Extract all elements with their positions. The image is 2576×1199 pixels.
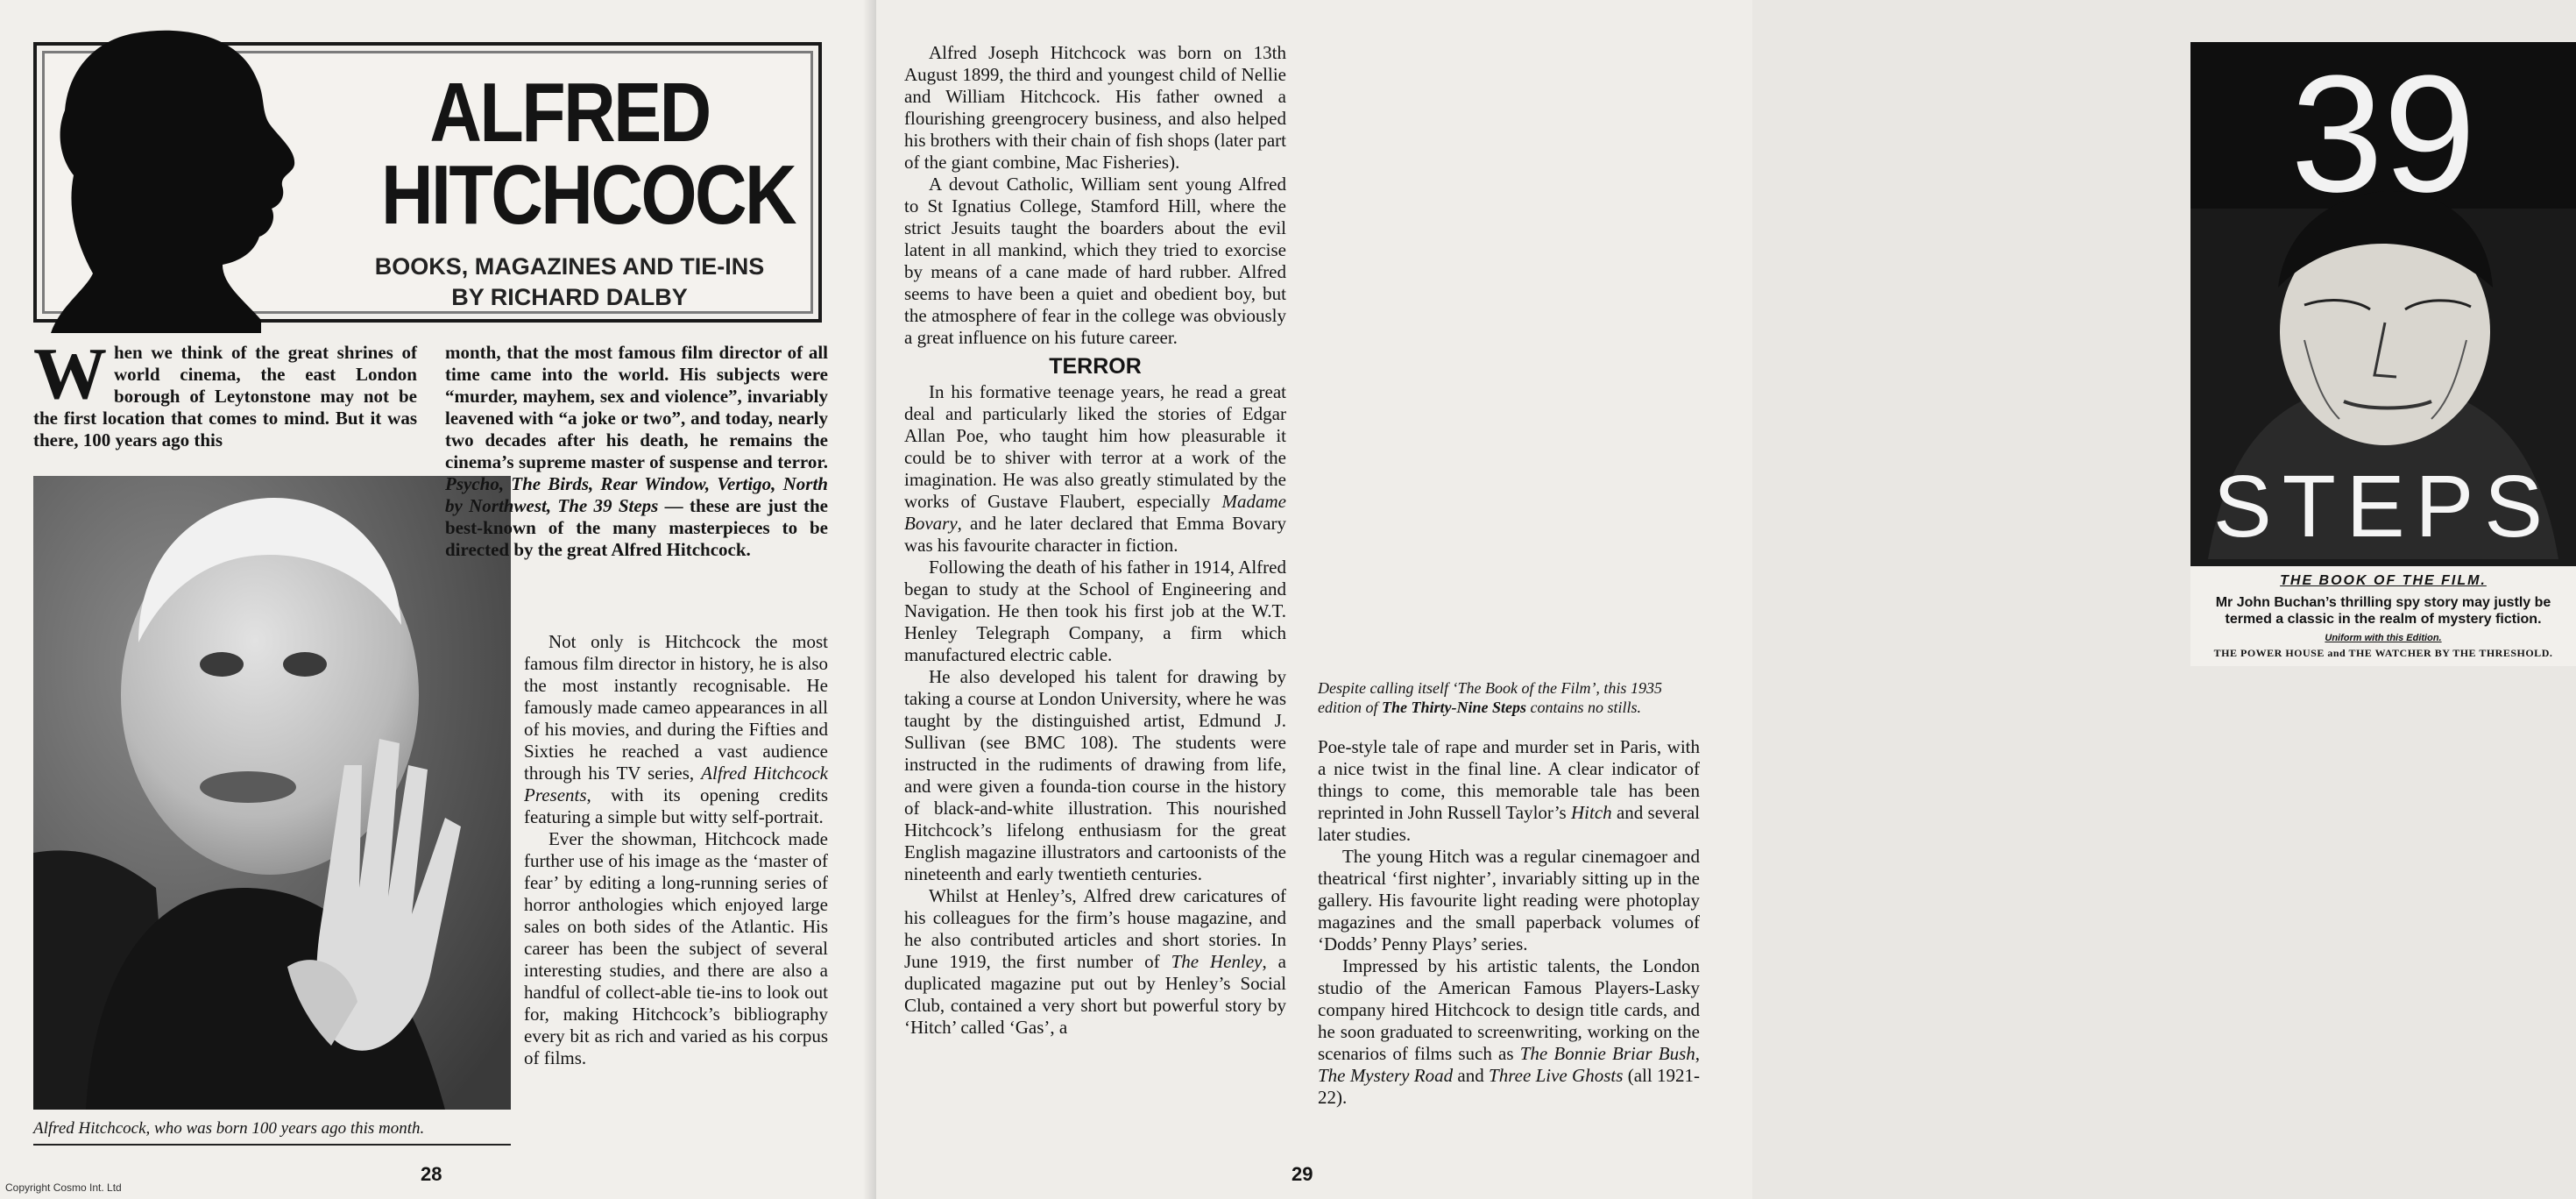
the-henley-title: The Henley [1171, 951, 1263, 972]
page-left [0, 0, 876, 1199]
cover-number: 39 [2290, 41, 2476, 227]
intro-continued-end: — these are just the best-known of the many masterpieces to be directed by the great Alfred Hitchcock. [445, 495, 828, 560]
paragraph-famous-text: Not only is Hitchcock the most famous film director in history, he is also the most instantly recognisable. He famously made cameo appearances in all of his movies, and during the Fifties and Sixties he reached a vast audience through his TV series, [524, 631, 828, 784]
cover-line-2: Mr John Buchan’s thrilling spy story may justly be termed a classic in the realm of mystery fiction. [2215, 595, 2551, 627]
cover-line-1: THE BOOK OF THE FILM. [2280, 573, 2487, 588]
paragraph-showman: Ever the showman, Hitchcock made further use of his image as the ‘master of fear’ by editing a long-running series of horror anthologies which enjoyed large sales on both sides of the Atlantic. His career has been the subject of several interesting studies, and there are also a handful of collect-able tie-ins to look out for, making Hitchcock’s bibliography every bit as rich and varied as his corpus of films. [524, 828, 828, 1068]
article-subtitle [350, 252, 789, 313]
page-right [876, 0, 2553, 1199]
cover-text-band [2190, 566, 2576, 666]
right-col-1 [904, 42, 1286, 1039]
left-col-1 [33, 333, 417, 451]
byline: BY RICHARD DALBY [451, 284, 688, 310]
subtitle-line-1: BOOKS, MAGAZINES AND TIE-INS [374, 253, 765, 280]
hitchcock-silhouette-icon [51, 26, 314, 333]
section-heading-terror: TERROR [1049, 354, 1142, 379]
book-cover-39-steps [2190, 42, 2576, 666]
paragraph-henley-end: , a duplicated magazine put out by Henley’s Social Club, contained a very short but powerful story by ‘Hitch’ called ‘Gas’, a [904, 951, 1287, 1038]
paragraph-henley [904, 885, 1286, 1039]
paragraph-famous-players-text: Impressed by his artistic talents, the London studio of the American Famous Players-Lasky company hired Hitchcock to design title cards, and he soon graduated to screenwriting, working on the scenarios of films such as [1318, 955, 1700, 1064]
copyright-watermark: Copyright Cosmo Int. Ltd [5, 1181, 122, 1194]
title-line-2: HITCHCOCK [381, 148, 796, 242]
intro-continued [445, 342, 828, 561]
intro-text: hen we think of the great shrines of world cinema, the east London borough of Leytonstone may not be the first location that comes to mind. But it was there, 100 years ago this [33, 342, 417, 451]
left-col-2-top [445, 342, 828, 561]
madame-bovary-title: Madame Bovary [904, 491, 1286, 534]
paragraph-famous [524, 631, 828, 828]
film-list: Psycho, The Birds, Rear Window, Vertigo, North by Northwest, The 39 Steps [445, 473, 828, 516]
paragraph-famous-players-end: (all 1921-22). [1318, 1065, 1700, 1108]
page-number-right: 29 [1292, 1163, 1313, 1185]
paragraph-catholic: A devout Catholic, William sent young Alfred to St Ignatius College, Stamford Hill, where the strict Jesuits taught the boarders about the evil latent in all mankind, which they tried to exorcise by means of a cane made of hard rubber. Alfred seems to have been a quiet and obedient boy, but the atmosphere of fear in the college was obviously a great influence on his future career. [904, 174, 1286, 348]
cover-line-4: THE POWER HOUSE and THE WATCHER BY THE THRESHOLD. [2213, 647, 2553, 659]
cover-caption [1318, 678, 1703, 717]
intro-paragraph [33, 333, 417, 451]
paragraph-teenage [904, 381, 1286, 557]
paragraph-henley-text: Whilst at Henley’s, Alfred drew caricatures of his colleagues for the firm’s house magazine, and he also contributed articles and short stories. In June 1919, the first number of [904, 885, 1286, 972]
cover-caption-text: Despite calling itself ‘The Book of the Film’, this 1935 edition of [1318, 679, 1662, 716]
title-line-1: ALFRED [429, 66, 710, 160]
hitchcock-photo [33, 476, 511, 1110]
tv-series-title: Alfred Hitchcock Presents [524, 763, 829, 805]
paragraph-cinemagoer: The young Hitch was a regular cinemagoer and theatrical ‘first nighter’, invariably sitting up in the gallery. His favourite light reading were photoplay magazines and the small paperback volumes of ‘Dodds’ Penny Plays’ series. [1318, 846, 1700, 954]
dropcap-letter: W [33, 333, 107, 415]
conjunction: and [1453, 1065, 1490, 1086]
paragraph-drawing: He also developed his talent for drawing by taking a course at London University, where he was taught by the distinguished artist, Edmund J. Sullivan (see BMC 108). The students were instructed in the rudiments of drawing from life, and were given a founda-tion course in the history of black-and-white illustration. This nourished Hitchcock’s lifelong enthusiasm for the great English magazine illustrators and cartoonists of the nineteenth and early twentieth centuries. [904, 666, 1286, 884]
page-number-left: 28 [421, 1163, 442, 1185]
left-col-2-bottom [524, 631, 828, 1069]
paragraph-famous-players: Impressed by his artistic talents, the London studio of the American Famous Players-Lasky company hired Hitchcock to design title cards, and he soon graduated to screenwriting, working on the scenarios of films such as The Bonnie Briar Bush, The Mystery Road and Three Live Ghosts (all 1921-22). [1318, 955, 1700, 1108]
paragraph-famous-end: , with its opening credits featuring a simple but witty self-portrait. [524, 784, 828, 827]
paragraph-teenage-text: In his formative teenage years, he read a great deal and particularly liked the stories of Edgar Allan Poe, who taught him how pleasurable it could be to shiver with terror at a work of the imagination. He was also greatly stimulated by the works of Gustave Flaubert, especially [904, 381, 1286, 512]
paragraph-engineering: Following the death of his father in 1914, Alfred began to study at the School of Engineering and Navigation. He then took his first job at the W.T. Henley Telegraph Company, a firm which manufactured electric cable. [904, 557, 1286, 665]
paragraph-poe-tale-text: Poe-style tale of rape and murder set in Paris, with a nice twist in the final line. A clear indicator of things to come, this memorable tale has been reprinted in John Russell Taylor’s [1318, 736, 1700, 823]
photo-caption: Alfred Hitchcock, who was born 100 years ago this month. [33, 1119, 511, 1146]
paragraph-poe-tale [1318, 736, 1700, 846]
paragraph-teenage-end: , and he later declared that Emma Bovary was his favourite character in fiction. [904, 513, 1286, 556]
cover-caption-title: The Thirty-Nine Steps [1382, 699, 1526, 716]
cover-caption-end: contains no stills. [1526, 699, 1642, 716]
article-title [381, 66, 796, 242]
hitch-title: Hitch [1571, 802, 1612, 823]
right-col-2 [1318, 736, 1700, 1109]
cover-line-3: Uniform with this Edition. [2325, 633, 2442, 643]
paragraph-birth: Alfred Joseph Hitchcock was born on 13th August 1899, the third and youngest child of Nellie and William Hitchcock. His father owned a flourishing greengrocery business, and also helped his brothers with their chain of fish shops (later part of the giant combine, Mac Fisheries). [904, 42, 1286, 173]
paragraph-poe-tale-end: and several later studies. [1318, 802, 1701, 845]
film-title-2: The Mystery Road [1318, 1065, 1454, 1086]
film-title-1: The Bonnie Briar Bush [1519, 1043, 1695, 1064]
cover-word: STEPS [2213, 458, 2553, 556]
intro-continued-text: month, that the most famous film director of all time came into the world. His subjects were “murder, mayhem, sex and violence”, invariably leavened with “a joke or two”, and today, nearly two decades after his death, he remains the cinema’s supreme master of suspense and terror. [445, 342, 828, 472]
film-title-3: Three Live Ghosts [1489, 1065, 1624, 1086]
portrait-image [33, 476, 511, 1110]
